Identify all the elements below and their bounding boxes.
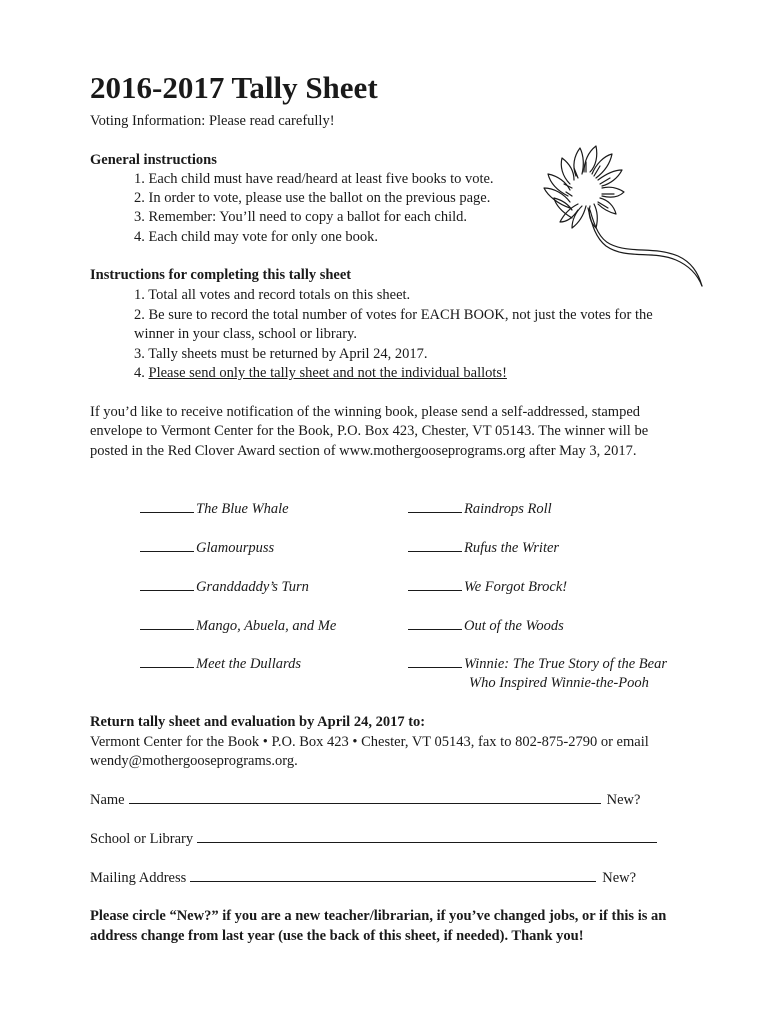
- red-clover-flower-icon: [526, 138, 706, 290]
- school-input-line[interactable]: [197, 830, 657, 843]
- general-item: 1. Each child must have read/heard at least five books to vote.: [134, 171, 494, 187]
- return-address: Vermont Center for the Book • P.O. Box 423 • Chester, VT 05143, fax to 802-875-2790 or email: [90, 734, 649, 750]
- name-label: Name: [90, 792, 125, 808]
- tally-blank[interactable]: [408, 500, 462, 513]
- book-entry: [408, 578, 567, 596]
- tally-blank[interactable]: [408, 578, 462, 591]
- tally-blank[interactable]: [408, 539, 462, 552]
- tally-blank[interactable]: [140, 578, 194, 591]
- general-item: 2. In order to vote, please use the ballot on the previous page.: [134, 190, 491, 206]
- book-title: We Forgot Brock!: [464, 579, 568, 595]
- name-new-label: New?: [606, 792, 641, 808]
- book-title: Granddaddy’s Turn: [196, 579, 309, 595]
- book-title: Raindrops Roll: [464, 501, 552, 517]
- tally-item-number: 4.: [134, 365, 149, 381]
- book-title: Glamourpuss: [196, 540, 275, 556]
- book-title: Mango, Abuela, and Me: [196, 618, 337, 634]
- book-entry: [408, 617, 564, 635]
- tally-blank[interactable]: [408, 655, 462, 668]
- book-title: Winnie: The True Story of the Bear: [464, 656, 667, 672]
- return-email: wendy@mothergooseprograms.org.: [90, 753, 298, 769]
- address-field: [90, 869, 636, 887]
- tally-item: winner in your class, school or library.: [134, 326, 357, 342]
- general-item: 3. Remember: You’ll need to copy a ballot for each child.: [134, 209, 468, 225]
- book-entry: [408, 539, 559, 557]
- book-entry: [140, 578, 309, 596]
- name-field: [90, 791, 640, 809]
- book-title: Rufus the Writer: [464, 540, 560, 556]
- book-entry: [140, 617, 336, 635]
- notification-line: If you’d like to receive notification of the winning book, please send a self-addressed, stamped: [90, 404, 641, 420]
- tally-blank[interactable]: [140, 539, 194, 552]
- tally-item: 2. Be sure to record the total number of votes for EACH BOOK, not just the votes for the: [134, 307, 653, 323]
- general-item: 4. Each child may vote for only one book.: [134, 229, 379, 245]
- book-entry: [408, 655, 667, 673]
- book-entry: [140, 655, 301, 673]
- address-new-label: New?: [602, 870, 637, 886]
- tally-instructions-heading: Instructions for completing this tally sheet: [90, 267, 352, 283]
- school-label: School or Library: [90, 831, 194, 847]
- tally-blank[interactable]: [140, 617, 194, 630]
- book-entry: [140, 500, 289, 518]
- tally-item-text: Please send only the tally sheet and not the individual ballots!: [148, 365, 507, 381]
- book-entry: [140, 539, 274, 557]
- tally-blank[interactable]: [140, 500, 194, 513]
- general-instructions-heading: General instructions: [90, 152, 217, 168]
- final-note-line: Please circle “New?” if you are a new teacher/librarian, if you’ve changed jobs, or if this is an: [90, 908, 667, 924]
- final-note-line: address change from last year (use the back of this sheet, if needed). Thank you!: [90, 928, 584, 944]
- school-field: [90, 830, 663, 848]
- address-label: Mailing Address: [90, 870, 187, 886]
- book-entry: [408, 500, 552, 518]
- return-heading: Return tally sheet and evaluation by April 24, 2017 to:: [90, 714, 426, 730]
- tally-blank[interactable]: [408, 617, 462, 630]
- book-title: Out of the Woods: [464, 618, 564, 634]
- tally-item: 3. Tally sheets must be returned by April 24, 2017.: [134, 346, 428, 362]
- name-input-line[interactable]: [129, 791, 601, 804]
- voting-info: Voting Information: Please read carefully!: [90, 113, 335, 129]
- book-title: The Blue Whale: [196, 501, 289, 517]
- address-input-line[interactable]: [190, 869, 596, 882]
- notification-line: envelope to Vermont Center for the Book, P.O. Box 423, Chester, VT 05143. The winner will be: [90, 423, 649, 439]
- book-title-continued: Who Inspired Winnie-the-Pooh: [469, 675, 649, 691]
- notification-line: posted in the Red Clover Award section of www.mothergooseprograms.org after May 3, 2017.: [90, 443, 637, 459]
- tally-item: [134, 364, 507, 383]
- book-title: Meet the Dullards: [196, 656, 301, 672]
- page-title: 2016-2017 Tally Sheet: [90, 70, 378, 105]
- tally-item: 1. Total all votes and record totals on this sheet.: [134, 287, 411, 303]
- final-note: [90, 906, 710, 946]
- tally-blank[interactable]: [140, 655, 194, 668]
